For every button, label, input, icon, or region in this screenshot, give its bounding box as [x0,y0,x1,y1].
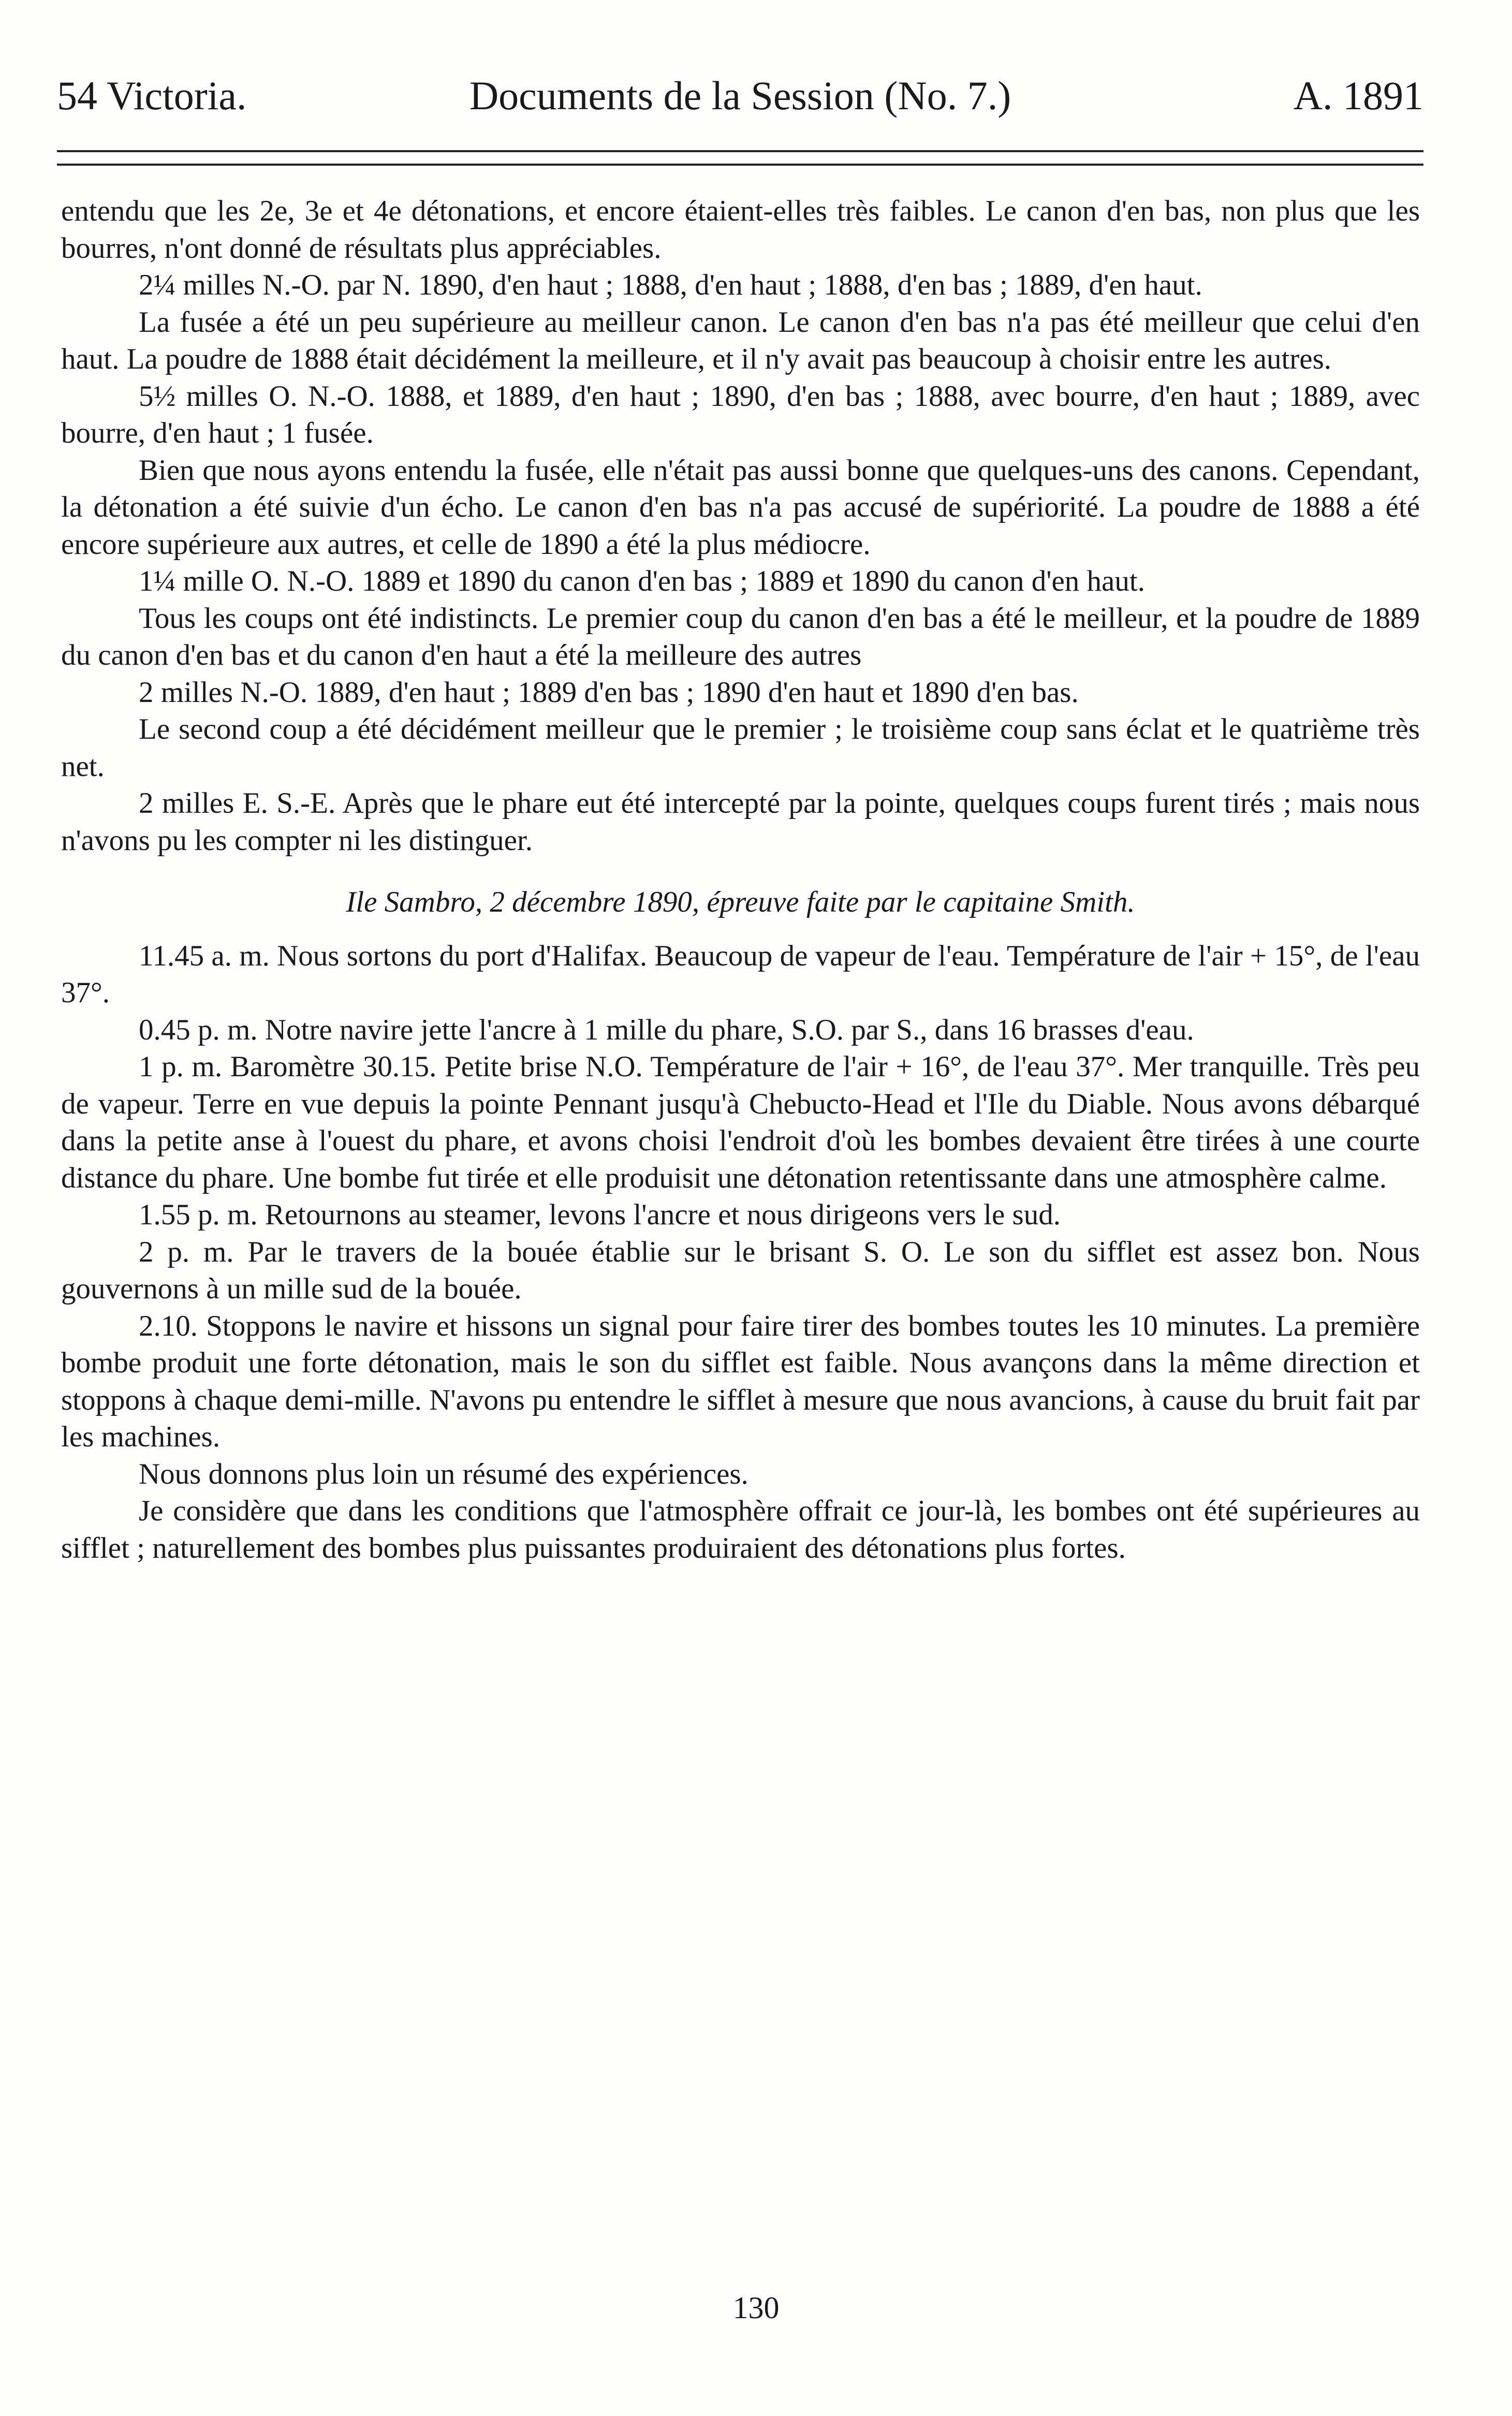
paragraph: 2 milles E. S.-E. Après que le phare eut été intercepté par la pointe, quelques coups furent tirés ; mais nous n'avons pu les compter ni les distinguer. [61,787,1420,857]
paragraph: 1¼ mille O. N.-O. 1889 et 1890 du canon d'en bas ; 1889 et 1890 du canon d'en haut. [139,565,1145,597]
header-rule-top [57,150,1423,152]
header-right: A. 1891 [1293,73,1423,118]
page-header [57,67,1423,124]
paragraph: Bien que nous ayons entendu la fusée, elle n'était pas aussi bonne que quelques-uns des canons. Cependant, la détonation a été suivie d'un écho. Le canon d'en bas n'a pas accusé de supériorité. La poudre de 1888 a été encore supérieure aux autres, et celle de 1890 a été la plus médiocre. [61,453,1420,561]
section-title: Ile Sambro, 2 décembre 1890, épreuve faite par le capitaine Smith. [346,886,1135,918]
paragraph: Nous donnons plus loin un résumé des expériences. [139,1457,748,1490]
paragraph: 1 p. m. Baromètre 30.15. Petite brise N.O. Température de l'air + 16°, de l'eau 37°. Mer tranquille. Très peu de vapeur. Terre en vue depuis la pointe Pennant jusqu'à Chebucto-Head et l'Ile du Diable. Nous avons débarqué dans la petite anse à l'ouest du phare, et avons choisi l'endroit d'où les bombes devaient être tirées à une courte distance du phare. Une bombe fut tirée et elle produisit une détonation retentissante dans une atmosphère calme. [61,1050,1420,1194]
page-number: 130 [732,2291,780,2325]
paragraph: entendu que les 2e, 3e et 4e détonations, et encore étaient-elles très faibles. Le canon d'en bas, non plus que les bourres, n'ont donné de résultats plus appréciables. [61,195,1420,265]
header-rule-bottom [57,164,1423,166]
paragraph: Je considère que dans les conditions que l'atmosphère offrait ce jour-là, les bombes ont été supérieures au sifflet ; naturellement des bombes plus puissantes produiraient des détonations plus fortes. [61,1495,1420,1564]
paragraph: 2¼ milles N.-O. par N. 1890, d'en haut ; 1888, d'en haut ; 1888, d'en bas ; 1889, d'en haut. [139,269,1202,301]
header-left: 54 Victoria. [57,73,247,118]
paragraph: 1.55 p. m. Retournons au steamer, levons l'ancre et nous dirigeons vers le sud. [139,1198,1061,1231]
paragraph: 2 p. m. Par le travers de la bouée établie sur le brisant S. O. Le son du sifflet est assez bon. Nous gouvernons à un mille sud de la bouée. [61,1235,1420,1305]
paragraph: 0.45 p. m. Notre navire jette l'ancre à 1 mille du phare, S.O. par S., dans 16 brasses d'eau. [139,1013,1194,1046]
paragraph: Tous les coups ont été indistincts. Le premier coup du canon d'en bas a été le meilleur, et la poudre de 1889 du canon d'en bas et du canon d'en haut a été la meilleure des autres [61,602,1420,671]
paragraph: Le second coup a été décidément meilleur que le premier ; le troisième coup sans éclat et le quatrième très net. [61,713,1420,783]
paragraph: 5½ milles O. N.-O. 1888, et 1889, d'en haut ; 1890, d'en bas ; 1888, avec bourre, d'en haut ; 1889, avec bourre, d'en haut ; 1 fusée. [61,379,1420,449]
paragraph: La fusée a été un peu supérieure au meilleur canon. Le canon d'en bas n'a pas été meilleur que celui d'en haut. La poudre de 1888 était décidément la meilleure, et il n'y avait pas beaucoup à choisir entre les autres. [61,305,1420,375]
paragraph: 2 milles N.-O. 1889, d'en haut ; 1889 d'en bas ; 1890 d'en haut et 1890 d'en bas. [139,676,1079,709]
header-center: Documents de la Session (No. 7.) [469,73,1011,118]
paragraph: 2.10. Stoppons le navire et hissons un signal pour faire tirer des bombes toutes les 10 minutes. La première bombe produit une forte détonation, mais le son du sifflet est faible. Nous avançons dans la même direction et stoppons à chaque demi-mille. N'avons pu entendre le sifflet à mesure que nous avancions, à cause du bruit fait par les machines. [61,1309,1420,1453]
document-body [61,193,1420,1566]
paragraph: 11.45 a. m. Nous sortons du port d'Halifax. Beaucoup de vapeur de l'eau. Température de l'air + 15°, de l'eau 37°. [61,939,1420,1009]
